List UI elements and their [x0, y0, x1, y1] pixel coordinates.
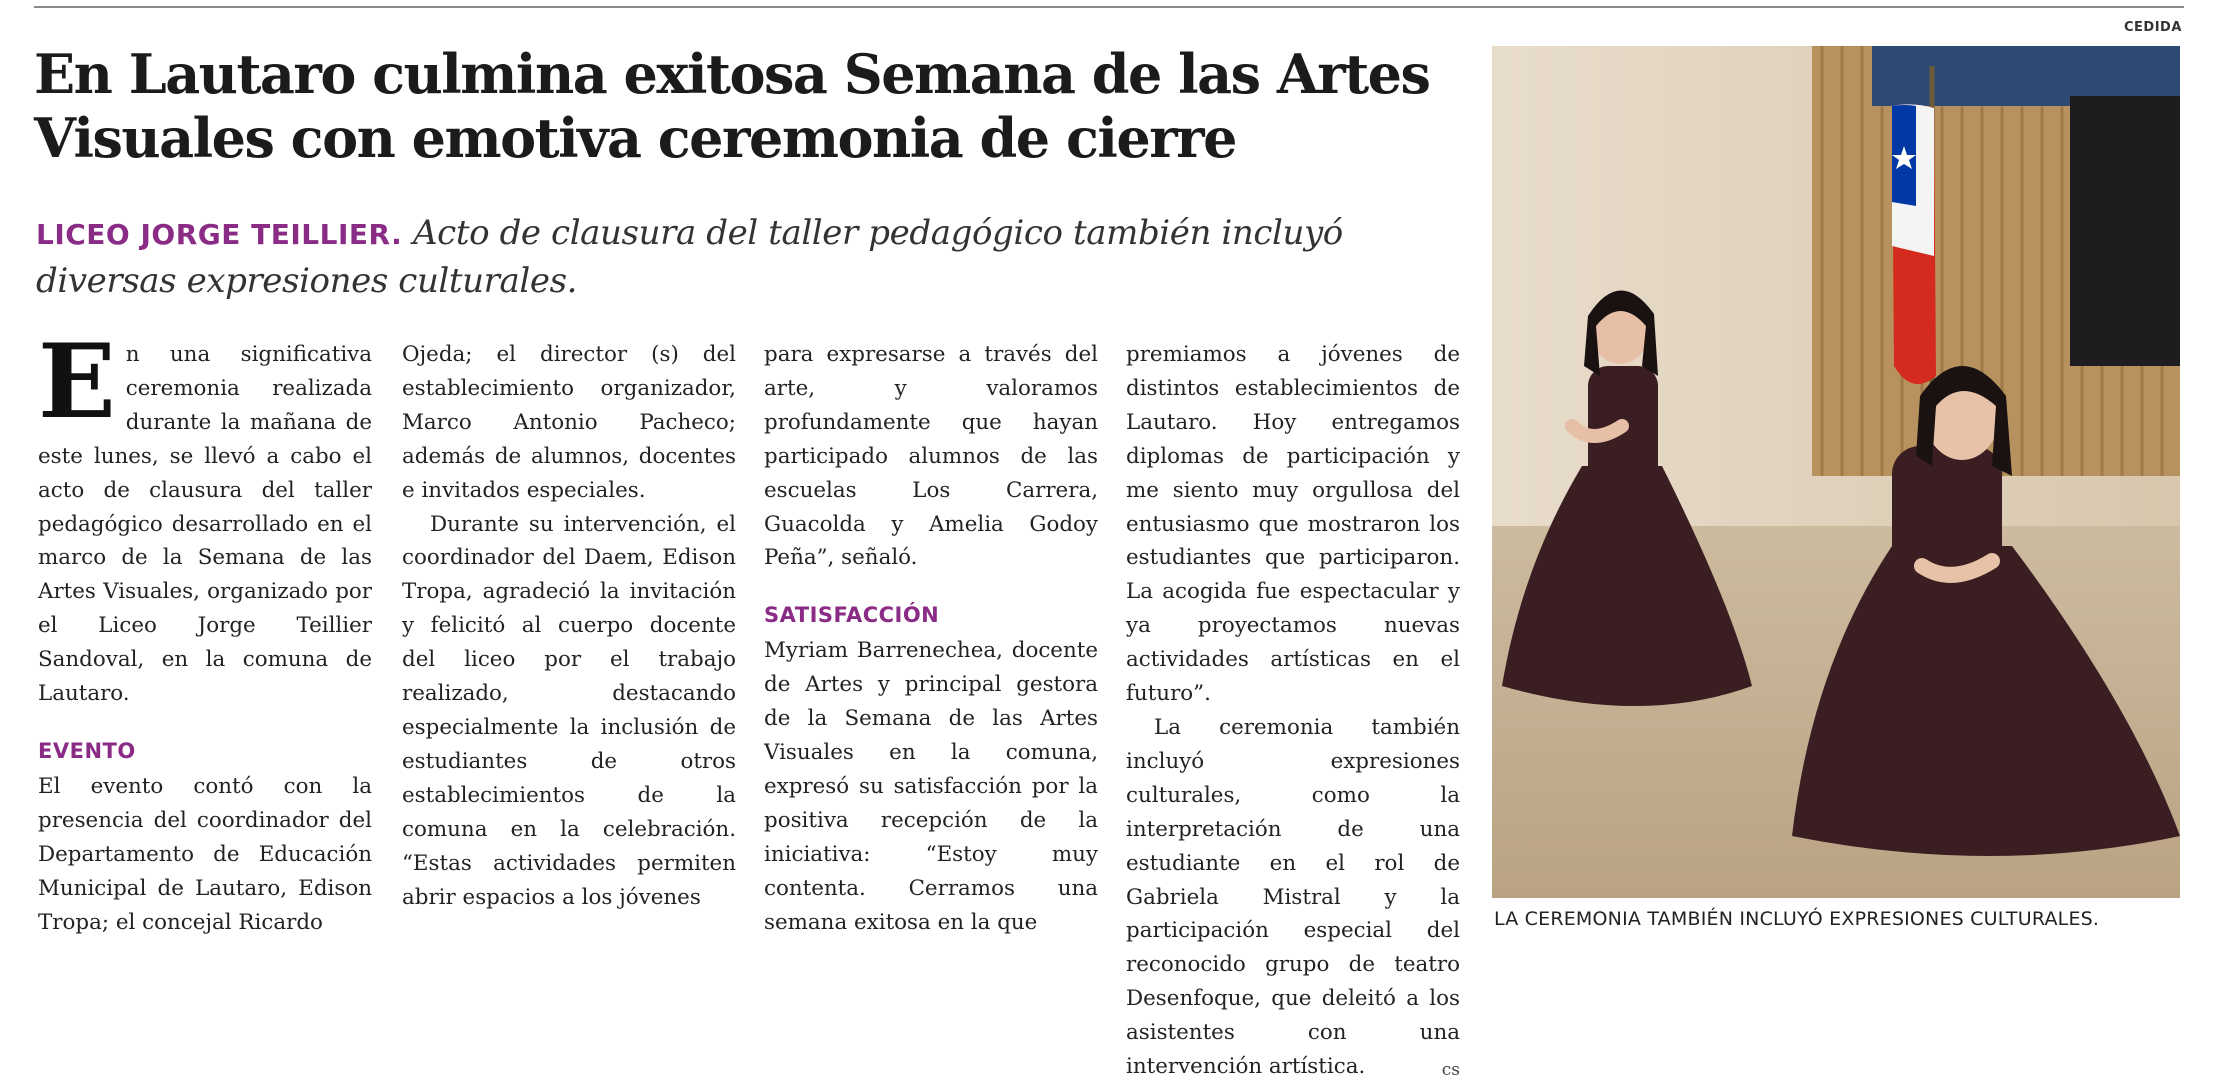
- deck: [36, 210, 1476, 304]
- paragraph-ceremonia: [1126, 711, 1460, 1084]
- photo-caption: LA CEREMONIA TAMBIÉN INCLUYÓ EXPRESIONES CULTURALES.: [1494, 908, 2100, 930]
- headline: En Lautaro culmina exitosa Semana de las Artes Visuales con emotiva ceremonia de cierre: [34, 42, 1430, 170]
- chilean-flag: [1892, 104, 1936, 384]
- article-column-4: [1126, 338, 1460, 1088]
- paragraph-satisfaccion-cont: premiamos a jóvenes de distintos establecimientos de Lautaro. Hoy entregamos diplomas de participación y me siento muy orgullosa del entusiasmo que mostraron los estudiantes que participaron. La acogida fue espectacular y ya proyectamos nuevas actividades artísticas en el futuro”.: [1126, 342, 1460, 707]
- deck-subtitle: Acto de clausura del taller pedagógico también incluyó diversas expresiones culturales.: [36, 213, 1343, 301]
- article-column-1: [38, 322, 372, 940]
- subhead-evento: EVENTO: [38, 738, 136, 763]
- paragraph-ceremonia-text: La ceremonia también incluyó expresiones culturales, como la interpretación de una estudiante en el rol de Gabriela Mistral y la participación especial del reconocido grupo de teatro Desenfoque, que deleitó a los asistentes con una intervención artística.: [1126, 714, 1460, 1080]
- paragraph-intervencion: Durante su intervención, el coordinador del Daem, Edison Tropa, agradeció la invitación y felicitó al cuerpo docente del liceo por el trabajo realizado, destacando especialmente la inclusión de estudiantes de otros establecimientos de la comuna en la celebración. “Estas actividades permiten abrir espacios a los jóvenes: [402, 511, 736, 910]
- paragraph-evento-cont: Ojeda; el director (s) del establecimiento organizador, Marco Antonio Pacheco; además de alumnos, docentes e invitados especiales.: [402, 342, 736, 503]
- subhead-satisfaccion: SATISFACCIÓN: [764, 603, 940, 628]
- article-column-2: [402, 338, 736, 914]
- paragraph-evento: El evento contó con la presencia del coordinador del Departamento de Educación Municipal de Lautaro, Edison Tropa; el concejal Ricardo: [38, 773, 372, 935]
- article-column-3: [764, 338, 1098, 940]
- end-mark: cs: [1441, 1060, 1460, 1081]
- drop-cap: E: [38, 322, 116, 442]
- paragraph-intervencion-cont: para expresarse a través del arte, y valoramos profundamente que hayan participado alumnos de las escuelas Los Carrera, Guacolda y Amelia Godoy Peña”, señaló.: [764, 342, 1098, 571]
- screen: [2070, 96, 2180, 366]
- paragraph-intro: n una significativa ceremonia realizada durante la mañana de este lunes, se llevó a cabo el acto de clausura del taller pedagógico desarrollado en el marco de la Semana de las Artes Visuales, organizado por el Liceo Jorge Teillier Sandoval, en la comuna de Lautaro.: [38, 342, 372, 707]
- photo-credit: CEDIDA: [2124, 20, 2182, 35]
- paragraph-satisfaccion: Myriam Barrenechea, docente de Artes y principal gestora de la Semana de las Artes Visuales en la comuna, expresó su satisfacción por la positiva recepción de la iniciativa: “Estoy muy contenta. Cerramos una semana exitosa en la que: [764, 638, 1098, 935]
- deck-kicker: LICEO JORGE TEILLIER.: [36, 218, 403, 251]
- ceremony-photo-illustration: [1492, 46, 2180, 898]
- top-rule: [34, 6, 2184, 8]
- article-photo: [1492, 46, 2180, 898]
